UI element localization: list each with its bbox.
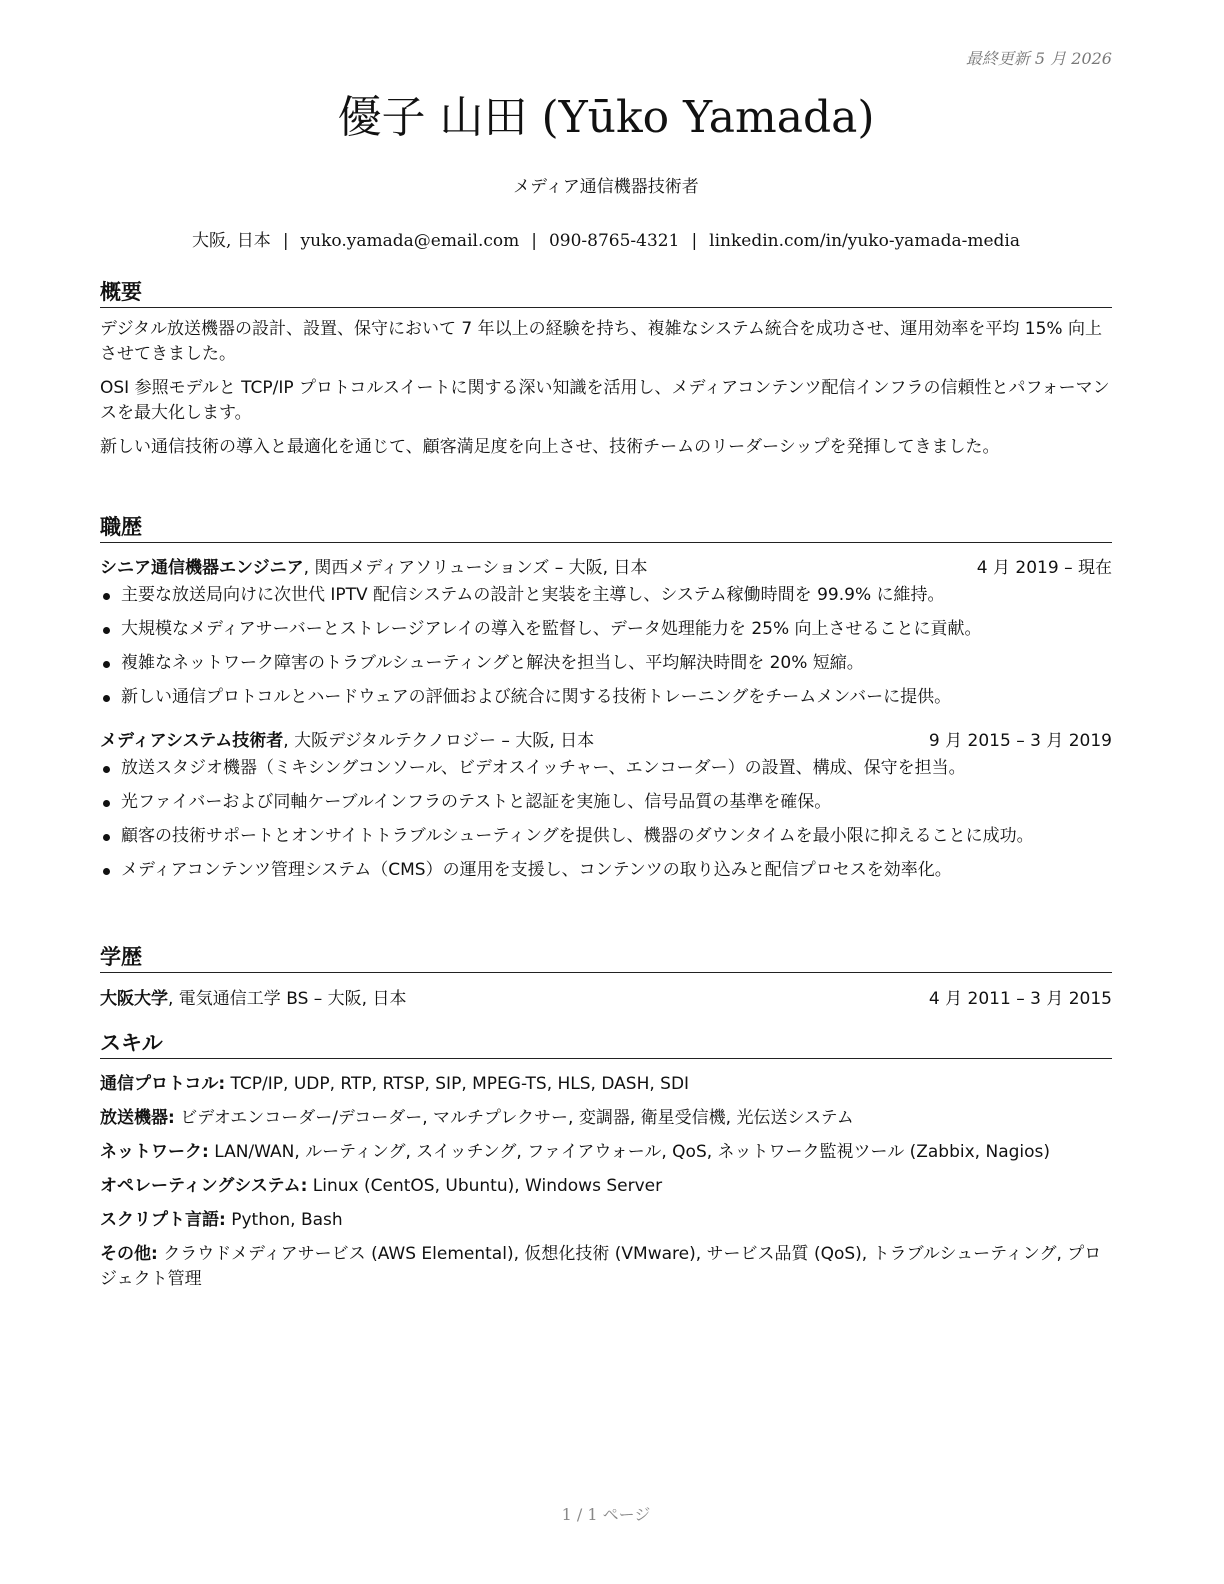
list-item: 新しい通信プロトコルとハードウェアの評価および統合に関する技術トレーニングをチームメンバーに提供。 [100,685,1112,710]
contact-linkedin[interactable]: linkedin.com/in/yuko-yamada-media [709,231,1020,251]
contact-location: 大阪, 日本 [192,231,271,251]
contact-line [100,226,1112,251]
skills-section [100,1029,1112,1292]
skill-row [100,1208,1112,1233]
experience-section [100,513,1112,892]
job-dates: 9 月 2015 – 3 月 2019 [928,731,1112,751]
education-entry [100,986,1112,1012]
summary-section [100,278,1112,460]
skill-value: ビデオエンコーダー/デコーダー, マルチプレクサー, 変調器, 衛星受信機, 光伝送システム [174,1108,854,1128]
education-section [100,943,1112,1012]
job-header [100,728,1112,754]
education-dates: 4 月 2011 – 3 月 2015 [928,989,1112,1009]
skill-label: 通信プロトコル: [100,1074,226,1094]
skill-label: 放送機器: [100,1108,175,1128]
job-role-company [100,728,594,754]
summary-paragraph: 新しい通信技術の導入と最適化を通じて、顧客満足度を向上させ、技術チームのリーダーシップを発揮してきました。 [100,437,1000,457]
skill-value: Python, Bash [225,1210,343,1230]
skill-value: クラウドメディアサービス (AWS Elemental), 仮想化技術 (VMware), サービス品質 (QoS), トラブルシューティング, プロジェクト管理 [100,1244,1102,1289]
list-item: 顧客の技術サポートとオンサイトトラブルシューティングを提供し、機器のダウンタイムを最小限に抑えることに成功。 [100,824,1112,849]
contact-separator: | [282,231,289,251]
section-heading: スキル [100,1029,1112,1059]
last-updated: 最終更新 5 月 2026 [965,49,1112,68]
section-heading: 職歴 [100,513,1112,543]
contact-separator: | [531,231,537,251]
skill-label: オペレーティングシステム: [100,1176,308,1196]
section-heading: 学歴 [100,943,1112,973]
job-role: メディアシステム技術者 [100,731,284,751]
skill-value: Linux (CentOS, Ubuntu), Windows Server [307,1176,663,1196]
skill-label: ネットワーク: [100,1142,209,1162]
list-item: 主要な放送局向けに次世代 IPTV 配信システムの設計と実装を主導し、システム稼働時間を 99.9% に維持。 [100,583,1112,608]
skill-value: TCP/IP, UDP, RTP, RTSP, SIP, MPEG-TS, HLS, DASH, SDI [225,1074,690,1094]
contact-separator: | [691,231,698,251]
job-company: , 関西メディアソリューションズ – 大阪, 日本 [303,558,648,578]
skill-label: スクリプト言語: [100,1210,226,1230]
job-company: , 大阪デジタルテクノロジー – 大阪, 日本 [283,731,595,751]
job-title: メディア通信機器技術者 [513,177,699,197]
job-bullets [100,583,1112,710]
job-role: シニア通信機器エンジニア [100,558,304,578]
list-item: 放送スタジオ機器（ミキシングコンソール、ビデオスイッチャー、エンコーダー）の設置、構成、保守を担当。 [100,756,1112,781]
skill-row [100,1242,1112,1292]
education-school-detail [100,986,406,1012]
skill-row [100,1140,1112,1165]
resume-page [100,0,1112,1584]
contact-phone: 090-8765-4321 [548,231,680,251]
summary-paragraph: OSI 参照モデルと TCP/IP プロトコルスイートに関する深い知識を活用し、メディアコンテンツ配信インフラの信頼性とパフォーマンスを最大化します。 [100,378,1110,423]
skill-label: その他: [100,1244,158,1264]
section-heading: 概要 [100,278,1112,308]
candidate-name: 優子 山田 (Yūko Yamada) [337,92,875,143]
summary-paragraph: デジタル放送機器の設計、設置、保守において 7 年以上の経験を持ち、複雑なシステム統合を成功させ、運用効率を平均 15% 向上させてきました。 [100,319,1102,364]
list-item: 大規模なメディアサーバーとストレージアレイの導入を監督し、データ処理能力を 25% 向上させることに貢献。 [100,617,1112,642]
list-item: 複雑なネットワーク障害のトラブルシューティングと解決を担当し、平均解決時間を 20% 短縮。 [100,651,1112,676]
skill-row [100,1072,1112,1097]
education-school: 大阪大学 [100,989,168,1009]
education-detail: , 電気通信工学 BS – 大阪, 日本 [168,989,407,1009]
contact-email[interactable]: yuko.yamada@email.com [300,231,520,251]
page-indicator: 1 / 1 ページ [561,1505,651,1524]
skill-row [100,1174,1112,1199]
job-role-company [100,555,647,581]
skill-value: LAN/WAN, ルーティング, スイッチング, ファイアウォール, QoS, ネットワーク監視ツール (Zabbix, Nagios) [208,1142,1051,1162]
job-bullets [100,756,1112,883]
job-dates: 4 月 2019 – 現在 [976,558,1112,578]
skill-row [100,1106,1112,1131]
job-header [100,555,1112,581]
list-item: メディアコンテンツ管理システム（CMS）の運用を支援し、コンテンツの取り込みと配信プロセスを効率化。 [100,858,1112,883]
list-item: 光ファイバーおよび同軸ケーブルインフラのテストと認証を実施し、信号品質の基準を確保。 [100,790,1112,815]
